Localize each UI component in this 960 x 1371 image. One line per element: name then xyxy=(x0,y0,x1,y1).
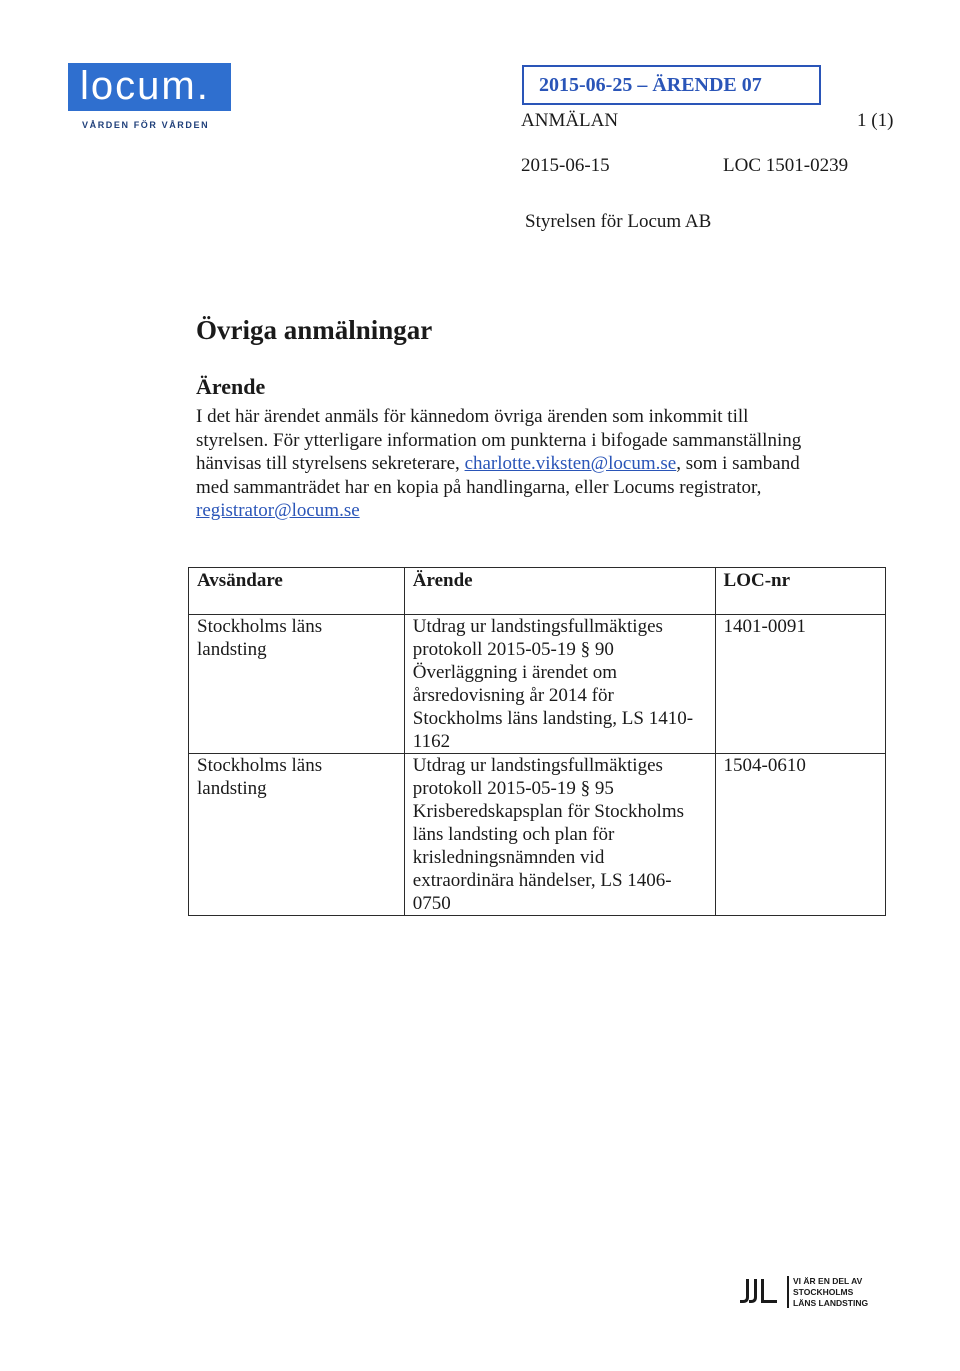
registrar-email-link[interactable]: registrator@locum.se xyxy=(196,500,360,521)
footer-line-3: LÄNS LANDSTING xyxy=(793,1298,869,1308)
locum-logo xyxy=(68,63,231,111)
column-header-sender: Avsändare xyxy=(189,568,405,615)
cell-matter: Utdrag ur landstingsfullmäktiges protokoll 2015-05-19 § 90 Överläggning i ärendet om årsredovisning år 2014 för Stockholms läns landsting, LS 1410-1162 xyxy=(404,615,715,754)
loc-number: LOC 1501-0239 xyxy=(723,155,849,176)
table-row xyxy=(189,615,886,754)
cell-sender: Stockholms läns landsting xyxy=(189,754,405,916)
logo-tagline: VÅRDEN FÖR VÅRDEN xyxy=(82,120,210,130)
document-date: 2015-06-15 xyxy=(521,155,610,176)
cell-matter: Utdrag ur landstingsfullmäktiges protokoll 2015-05-19 § 95 Krisberedskapsplan för Stockholms läns landsting och plan för krisledningsnämnden vid extraordinära händelser, LS 1406-0750 xyxy=(404,754,715,916)
footer-line-2: STOCKHOLMS xyxy=(793,1287,854,1297)
case-stamp: 2015-06-25 – ÄRENDE 07 xyxy=(522,65,821,105)
footer-line-1: VI ÄR EN DEL AV xyxy=(793,1276,863,1286)
page-title: Övriga anmälningar xyxy=(196,315,433,345)
body-middle: , som i samband med sammanträdet har en kopia på handlingarna, eller Locums registrator, xyxy=(196,453,800,498)
recipient: Styrelsen för Locum AB xyxy=(525,211,712,232)
sll-logo-icon xyxy=(739,1277,779,1307)
logo-text: locum. xyxy=(80,64,210,108)
page-number: 1 (1) xyxy=(857,110,894,131)
cell-loc: 1504-0610 xyxy=(715,754,885,916)
cell-sender: Stockholms läns landsting xyxy=(189,615,405,754)
case-description xyxy=(196,405,816,523)
footer-tagline xyxy=(793,1276,868,1309)
secretary-email-link[interactable]: charlotte.viksten@locum.se xyxy=(464,453,677,474)
matters-table xyxy=(188,567,886,916)
body-intro: I det här ärendet anmäls för kännedom övriga ärenden som inkommit till styrelsen. För ytterligare information om punkterna i bifogade sammanställning hänvisas till styrelsens sekreterare, xyxy=(196,406,802,474)
column-header-loc: LOC-nr xyxy=(715,568,885,615)
column-header-matter: Ärende xyxy=(404,568,715,615)
case-heading: Ärende xyxy=(196,374,266,399)
cell-loc: 1401-0091 xyxy=(715,615,885,754)
table-row xyxy=(189,754,886,916)
document-type: ANMÄLAN xyxy=(521,110,619,131)
footer-divider xyxy=(787,1276,789,1308)
table-header-row xyxy=(189,568,886,615)
